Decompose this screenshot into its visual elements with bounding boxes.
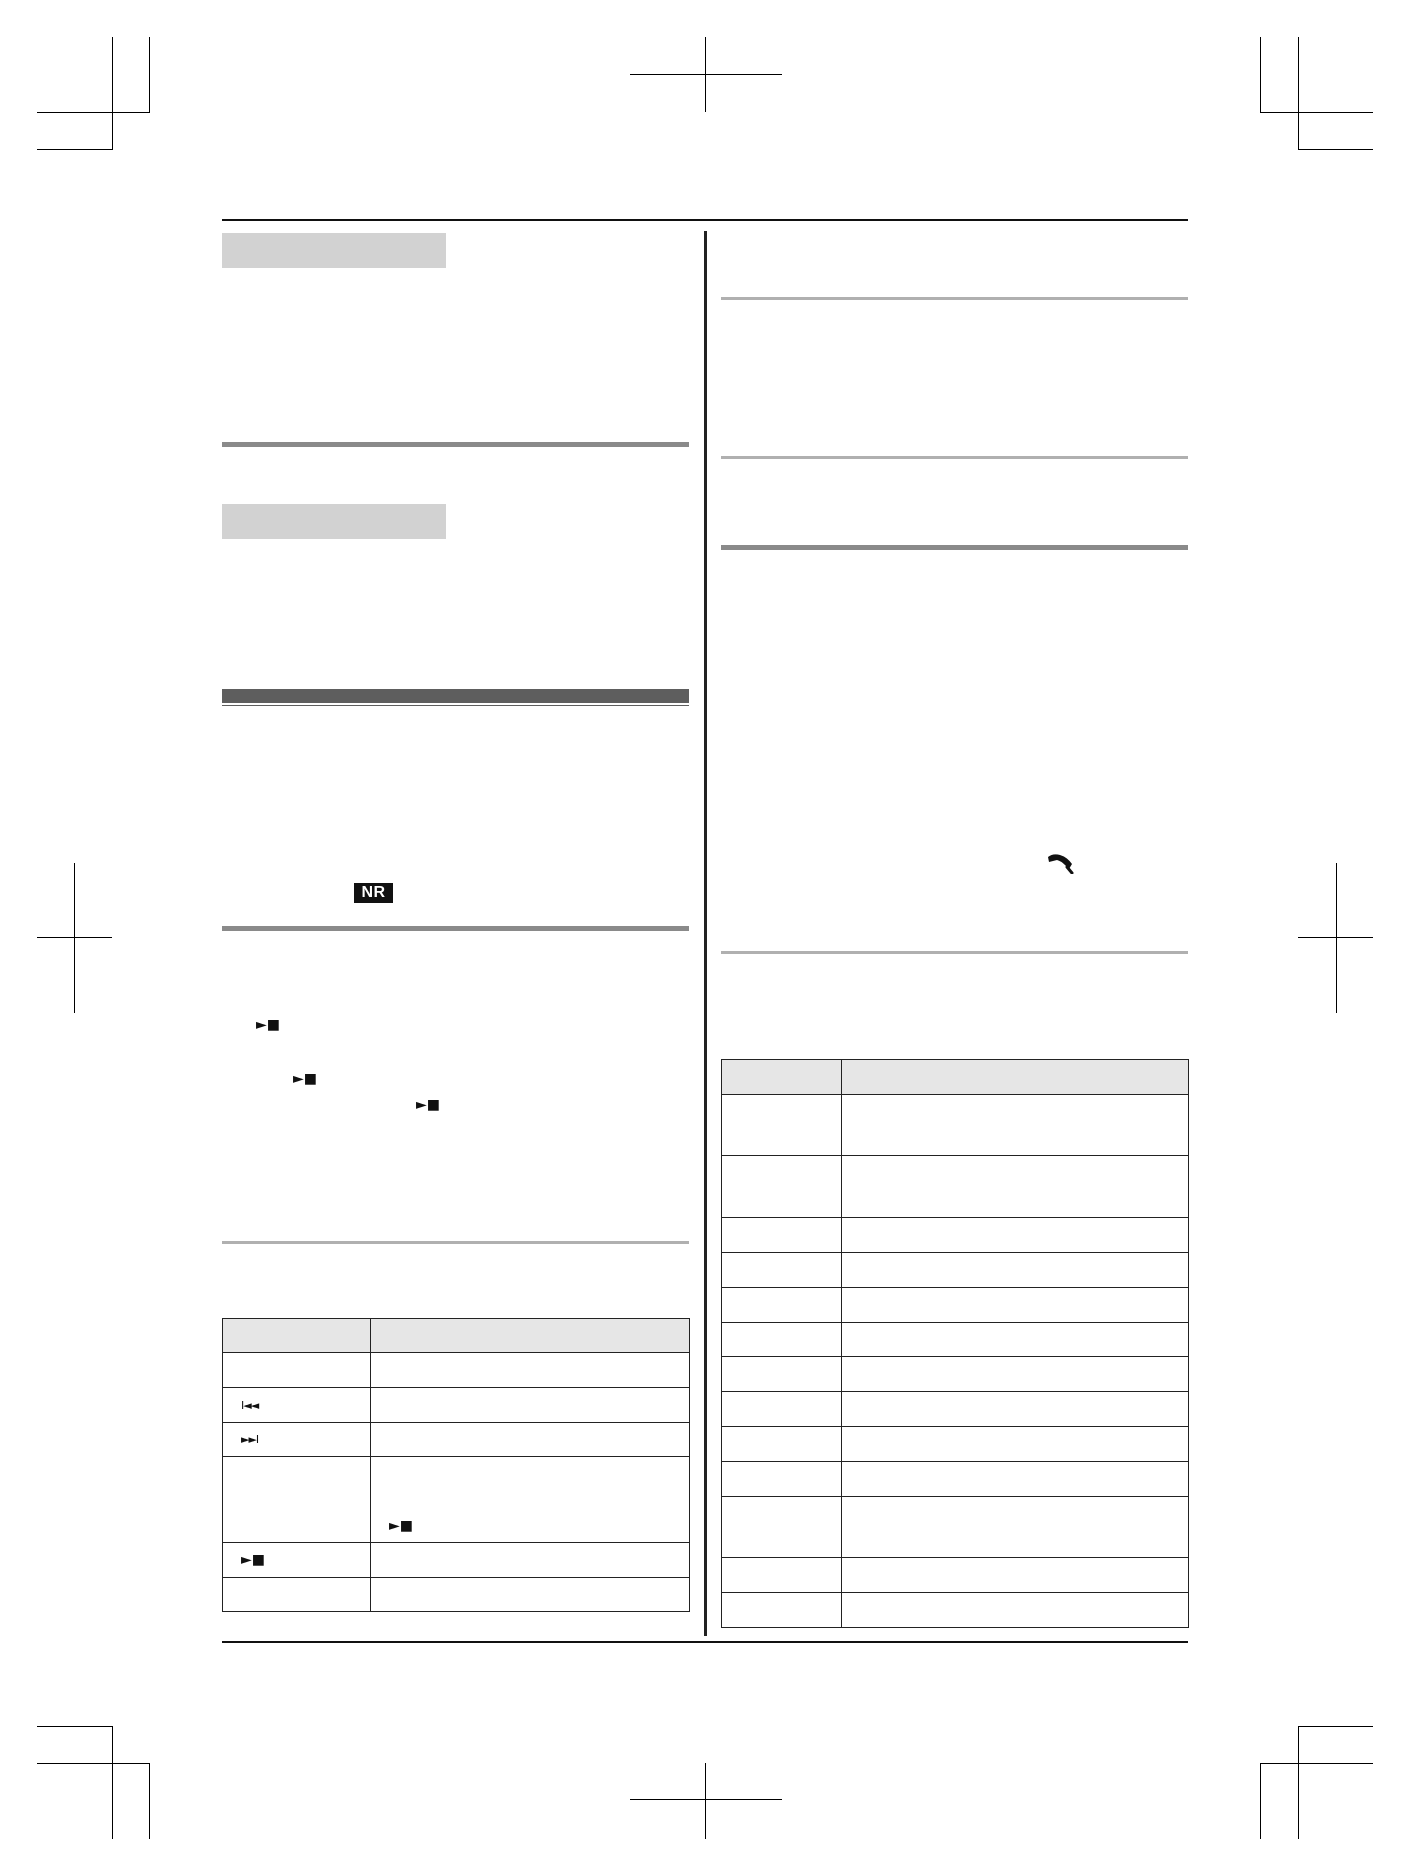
crop-mark [37,937,112,938]
section-rule [222,442,689,447]
crop-mark [112,1726,113,1839]
crop-mark [1298,937,1373,938]
skip-forward-icon: ►►I [241,1433,259,1446]
table-cell-value [371,1353,690,1388]
section-rule [721,951,1188,954]
table-cell-value [842,1427,1189,1462]
table-cell-key [223,1578,371,1612]
crop-mark [1260,37,1261,112]
chapter-heading-bar [222,689,689,703]
table-cell-value [842,1253,1189,1288]
table-row [722,1156,1189,1218]
table-cell-key [722,1253,842,1288]
table-cell-key [722,1427,842,1462]
column-divider [704,231,707,1636]
table-header-row [722,1060,1189,1095]
table-row [722,1392,1189,1427]
table-cell-key [722,1156,842,1218]
table-cell-value [371,1423,690,1457]
table-cell-value [842,1288,1189,1323]
crop-mark [1298,149,1373,150]
table-header-cell [842,1060,1189,1095]
table-cell-key [223,1353,371,1388]
section-rule [721,297,1188,300]
crop-mark [1260,1763,1373,1764]
section-rule [721,456,1188,459]
crop-mark [1298,1726,1299,1839]
table-row [722,1095,1189,1156]
table-cell-value [371,1457,690,1543]
play-stop-icon: ►■ [241,1552,265,1568]
table-header-row [223,1319,690,1353]
table-row [223,1543,690,1578]
table-cell-key [722,1218,842,1253]
crop-mark [1260,1763,1261,1839]
section-rule [222,1241,689,1244]
play-stop-icon: ►■ [389,1518,413,1534]
table-cell-key [722,1497,842,1558]
table-cell-value [842,1218,1189,1253]
skip-back-icon: I◄◄ [241,1398,259,1412]
table-cell-value [842,1392,1189,1427]
table-cell-key [722,1288,842,1323]
table-cell-value [371,1388,690,1423]
handset-icon [1045,852,1075,874]
section-tag-bar [222,233,446,268]
table-cell-value [842,1497,1189,1558]
crop-mark [705,1763,706,1839]
table-header-cell [223,1319,371,1353]
table-row [722,1323,1189,1357]
crop-mark [149,1763,150,1839]
settings-table [721,1059,1189,1628]
table-cell-key [223,1423,371,1457]
table-cell-value [842,1558,1189,1593]
table-cell-value [371,1543,690,1578]
crop-mark [1336,863,1337,1013]
table-row [223,1578,690,1612]
table-cell-key [722,1462,842,1497]
table-row [223,1423,690,1457]
table-cell-key [722,1095,842,1156]
section-rule [222,926,689,931]
table-cell-value [842,1462,1189,1497]
table-cell-key [722,1323,842,1357]
table-cell-key [722,1558,842,1593]
crop-mark [37,1763,150,1764]
table-cell-key [722,1392,842,1427]
section-rule [721,545,1188,550]
table-cell-value [842,1323,1189,1357]
crop-mark [1298,37,1299,150]
table-row [223,1388,690,1423]
crop-mark [37,149,113,150]
table-row [722,1253,1189,1288]
table-cell-value [842,1593,1189,1628]
play-stop-icon: ►■ [416,1097,440,1113]
table-row [722,1357,1189,1392]
crop-mark [1298,1726,1373,1727]
table-cell-value [842,1156,1189,1218]
table-row [722,1593,1189,1628]
crop-mark [149,37,150,112]
page-top-rule [222,219,1188,221]
table-cell-key [223,1543,371,1578]
crop-mark [630,74,782,75]
table-cell-key [722,1593,842,1628]
crop-mark [630,1799,782,1800]
table-header-cell [722,1060,842,1095]
table-row [722,1497,1189,1558]
play-stop-icon: ►■ [256,1017,280,1033]
play-stop-icon: ►■ [293,1071,317,1087]
table-cell-key [223,1388,371,1423]
crop-mark [37,1726,113,1727]
table-row [223,1457,690,1543]
crop-mark [1260,112,1373,113]
section-tag-bar [222,504,446,539]
table-cell-value [371,1578,690,1612]
table-row [722,1218,1189,1253]
table-row [722,1288,1189,1323]
crop-mark [112,37,113,150]
table-row [223,1353,690,1388]
table-cell-value [842,1357,1189,1392]
table-cell-value [842,1095,1189,1156]
crop-mark [74,863,75,1013]
operation-table [222,1318,690,1612]
table-cell-key [722,1357,842,1392]
table-row [722,1427,1189,1462]
table-header-cell [371,1319,690,1353]
chapter-heading-underline [222,705,689,706]
crop-mark [37,112,150,113]
table-row [722,1558,1189,1593]
table-cell-key [223,1457,371,1543]
page-bottom-rule [222,1641,1188,1643]
table-row [722,1462,1189,1497]
noise-reduction-badge: NR [354,883,393,903]
